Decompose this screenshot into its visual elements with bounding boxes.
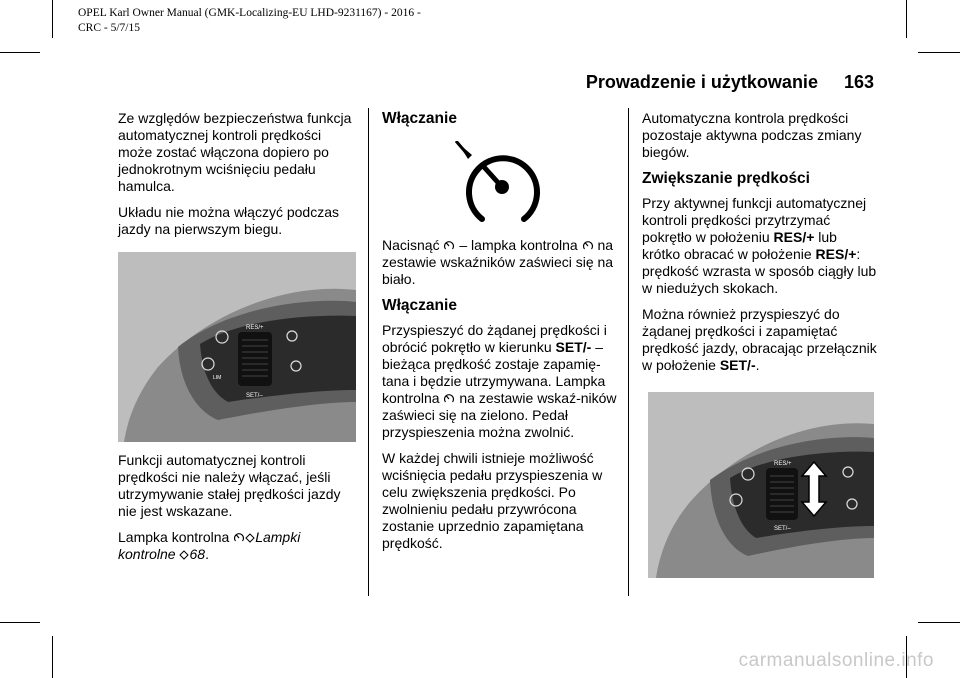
- text-run: na zestawie wskaźników zaświeci się na biało.: [382, 237, 614, 287]
- section-heading: Włączanie: [382, 110, 457, 127]
- text-run: lub krótko obracać w położenie: [642, 229, 837, 262]
- text-run: .: [205, 546, 209, 562]
- cross-reference-link[interactable]: Lampki kontrolne: [118, 529, 301, 562]
- crop-mark: [918, 622, 960, 623]
- column-1: [118, 110, 358, 572]
- cruise-control-icon: [582, 239, 594, 251]
- text-run: na zestawie wskaź-ników zaświeci się na zielono. Pedał przyspieszenia można zwolnić.: [382, 390, 617, 440]
- text-run: Można również przyspieszyć do żądanej prędkości i zapamiętać prędkość jazdy, obracając przełącznik w położenie: [642, 306, 877, 373]
- text-run: Przyspieszyć do żądanej prędkości i obrócić pokrętło w kierunku: [382, 322, 607, 355]
- page-reference-icon: [245, 533, 255, 543]
- crop-mark: [906, 0, 907, 38]
- print-header-line1: OPEL Karl Owner Manual (GMK-Localizing-EU LHD-9231167) - 2016 -: [78, 7, 421, 19]
- text-run: .: [755, 357, 760, 373]
- control-label: RES/+: [815, 246, 857, 262]
- column-divider: [628, 108, 629, 596]
- section-heading: Zwiększanie prędkości: [642, 170, 810, 187]
- lim-label: LIM: [213, 375, 222, 381]
- page-number: 163: [843, 72, 874, 92]
- cruise-control-icon: [233, 531, 245, 543]
- text-run: Lampka kontrolna: [118, 529, 230, 545]
- text-run: Przy aktywnej funkcji automatycznej kontroli prędkości przytrzymać pokrętło w położeniu: [642, 195, 867, 245]
- steering-wheel-illustration: [648, 392, 878, 578]
- paragraph: Automatyczna kontrola prędkości pozostaje aktywna podczas zmiany biegów.: [642, 110, 862, 160]
- paragraph: [382, 237, 620, 288]
- watermark: carmanualsonline.info: [738, 650, 934, 671]
- crop-mark: [918, 52, 960, 53]
- paragraph: [382, 322, 620, 441]
- text-run: Nacisnąć: [382, 237, 440, 253]
- crop-mark: [0, 52, 40, 53]
- paragraph: W każdej chwili istnieje możliwość wciśnięcia pedału przyspieszenia w celu zwiększenia prędkości. Po zwolnieniu pedału przywrócona zostanie uprzednio zapamiętana prędkość.: [382, 450, 603, 551]
- section-heading: Włączanie: [382, 297, 457, 314]
- text-run: – bieżąca prędkość zostaje zapamię-tana i będzie utrzymywana. Lampka kontrolna: [382, 339, 606, 406]
- control-label: SET/-: [555, 339, 592, 355]
- page-reference-icon: [179, 550, 189, 560]
- column-2: [382, 110, 620, 561]
- control-label: SET/-: [719, 357, 756, 373]
- print-header-line2: CRC - 5/7/15: [78, 22, 140, 34]
- steering-wheel-illustration: [118, 252, 358, 442]
- print-header: [78, 6, 421, 36]
- paragraph: [642, 306, 878, 374]
- column-divider: [368, 108, 369, 596]
- paragraph: Układu nie można włączyć podczas jazdy na pierwszym biegu.: [118, 204, 339, 237]
- set-label: SET/–: [774, 526, 791, 532]
- cruise-control-icon: [443, 239, 455, 251]
- column-3: [642, 110, 878, 578]
- cross-reference-page[interactable]: 68: [189, 546, 206, 562]
- text-run: : prędkość wzrasta w sposób ciągły lub w niedużych skokach.: [642, 246, 877, 296]
- res-label: RES/+: [774, 461, 792, 467]
- control-label: RES/+: [773, 229, 815, 245]
- paragraph: [642, 195, 878, 297]
- cruise-control-button-illustration: [454, 141, 620, 225]
- cruise-control-icon: [443, 392, 455, 404]
- crop-mark: [52, 636, 53, 678]
- set-label: SET/–: [246, 393, 263, 399]
- running-head: [586, 72, 874, 93]
- crop-mark: [0, 622, 40, 623]
- crop-mark: [52, 0, 53, 38]
- paragraph: Funkcji automatycznej kontroli prędkości nie należy włączać, jeśli utrzymywanie stałej prędkości jazdy nie jest wskazane.: [118, 452, 341, 519]
- paragraph: Ze względów bezpieczeństwa funkcja automatycznej kontroli prędkości może zostać włączona dopiero po jednokrotnym wciśnięciu pedału hamulca.: [118, 110, 352, 194]
- section-title: Prowadzenie i użytkowanie: [585, 72, 818, 92]
- paragraph: [118, 529, 358, 563]
- res-label: RES/+: [246, 325, 264, 331]
- text-run: – lampka kontrolna: [459, 237, 578, 253]
